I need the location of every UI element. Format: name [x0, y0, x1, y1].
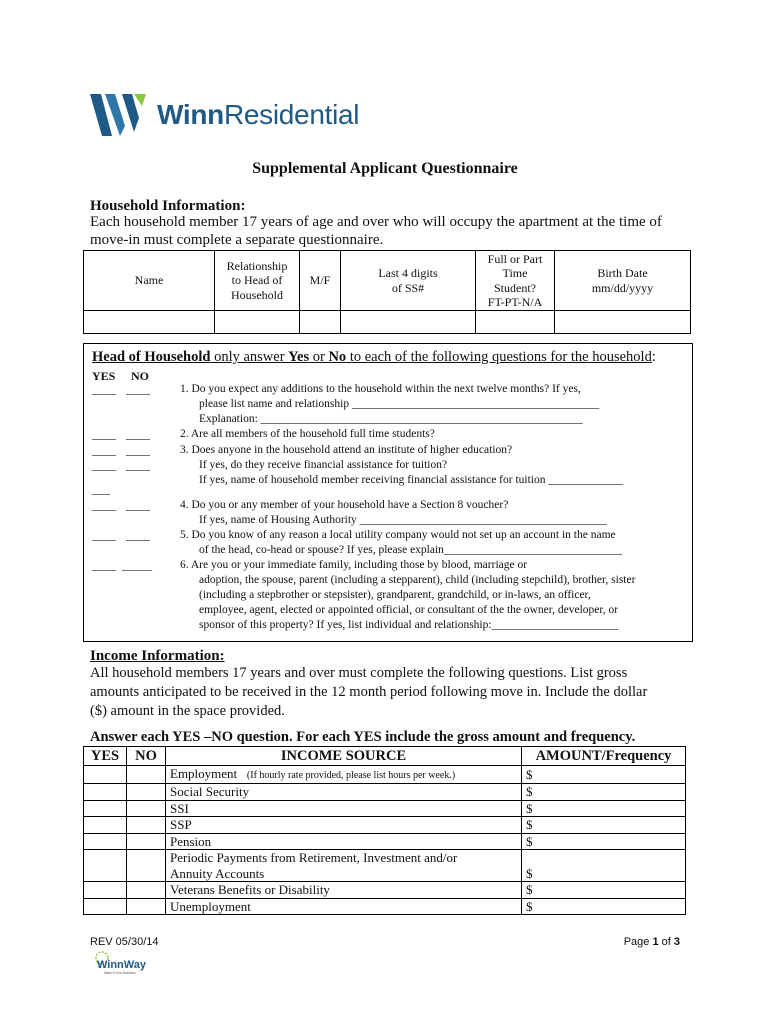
q3b-no-blank[interactable]: ____ — [126, 458, 150, 472]
amount-cell[interactable]: $ — [522, 800, 686, 817]
q3-yes-blank[interactable]: ____ — [92, 443, 116, 457]
yes-cell[interactable] — [84, 898, 127, 915]
q5-text: 5. Do you know of any reason a local utility company would not set up an account in the name — [180, 529, 616, 541]
revision-date: REV 05/30/14 — [90, 936, 159, 948]
q5-yes-blank[interactable]: ____ — [92, 528, 116, 542]
income-source: Unemployment — [166, 898, 522, 915]
col-birth-date: Birth Date mm/dd/yyyy — [555, 251, 691, 311]
relationship-field[interactable] — [215, 311, 300, 334]
income-source: Veterans Benefits or Disability — [166, 882, 522, 899]
student-field[interactable] — [476, 311, 555, 334]
income-row-cont — [84, 866, 686, 882]
member-row — [84, 311, 691, 334]
winnway-logo — [94, 950, 150, 976]
q1-text: 1. Do you expect any additions to the household within the next twelve months? If yes, — [180, 383, 581, 395]
q1-no-blank[interactable]: ____ — [126, 382, 150, 396]
col-name: Name — [84, 251, 215, 311]
q2-yes-blank[interactable]: ____ — [92, 427, 116, 441]
income-source: Pension — [166, 833, 522, 850]
yes-col-header: YES — [92, 369, 116, 383]
q3-tuition-line[interactable]: If yes, name of household member receiving financial assistance for tuition _____________ — [199, 474, 624, 486]
q6-text-3: (including a stepbrother or stepsister), grandparent, grandchild, or in-laws, an officer, — [199, 589, 591, 601]
household-intro-2: move-in must complete a separate questionnaire. — [90, 232, 384, 248]
q4-yes-blank[interactable]: ____ — [92, 498, 116, 512]
q2-no-blank[interactable]: ____ — [126, 427, 150, 441]
no-cell[interactable] — [127, 800, 166, 817]
yes-cell[interactable] — [84, 882, 127, 899]
page-number: Page 1 of 3 — [623, 936, 680, 948]
income-instruction: Answer each YES –NO question. For each YES include the gross amount and frequency. — [90, 729, 636, 745]
q6-yes-blank[interactable]: ____ — [92, 558, 116, 572]
q4-authority-line[interactable]: If yes, name of Housing Authority ___________________________________________ — [199, 514, 607, 526]
q6-relationship-line[interactable]: sponsor of this property? If yes, list individual and relationship:______________________ — [199, 619, 619, 631]
amount-cell[interactable]: $ — [522, 766, 686, 784]
amount-cell[interactable]: $ — [522, 882, 686, 899]
q1-yes-blank[interactable]: ____ — [92, 382, 116, 396]
ss-field[interactable] — [341, 311, 476, 334]
q1-explanation-line[interactable]: Explanation: ________________________________________________________ — [199, 413, 583, 425]
col-relationship: Relationship to Head of Household — [215, 251, 300, 311]
household-member-table — [83, 250, 691, 334]
q6-no-blank[interactable]: _____ — [122, 558, 152, 572]
q5-explain-line[interactable]: of the head, co-head or spouse? If yes, please explain_______________________________ — [199, 544, 623, 556]
amount-cell[interactable]: $ — [522, 784, 686, 801]
income-col-yes: YES — [84, 747, 127, 766]
birth-date-field[interactable] — [555, 311, 691, 334]
amount-cell[interactable]: $ — [522, 833, 686, 850]
q4-text: 4. Do you or any member of your household have a Section 8 voucher? — [180, 499, 509, 511]
q6-text: 6. Are you or your immediate family, including those by blood, marriage or — [180, 559, 528, 571]
income-row — [84, 882, 686, 899]
hoh-title: Head of Household only answer Yes or No to each of the following questions for the household: — [92, 349, 656, 365]
q1-relationship-line[interactable]: please list name and relationship ___________________________________________ — [199, 398, 600, 410]
income-source: Periodic Payments from Retirement, Investment and/or — [166, 850, 522, 866]
name-field[interactable] — [84, 311, 215, 334]
q3-followup: If yes, do they receive financial assistance for tuition? — [199, 459, 448, 471]
col-student: Full or Part Time Student? FT-PT-N/A — [476, 251, 555, 311]
income-source: SSI — [166, 800, 522, 817]
no-col-header: NO — [131, 369, 149, 383]
household-intro-1: Each household member 17 years of age and over who will occupy the apartment at the time of — [90, 214, 662, 230]
q3-no-blank[interactable]: ____ — [126, 443, 150, 457]
yes-cell[interactable] — [84, 766, 127, 784]
col-ss: Last 4 digits of SS# — [341, 251, 476, 311]
yes-cell[interactable] — [84, 817, 127, 834]
income-row — [84, 850, 686, 866]
income-col-source: INCOME SOURCE — [166, 747, 522, 766]
income-col-no: NO — [127, 747, 166, 766]
head-of-household-questions — [83, 343, 693, 642]
q3-text: 3. Does anyone in the household attend an institute of higher education? — [180, 444, 513, 456]
q6-text-2: adoption, the spouse, parent (including a stepparent), child (including stepchild), brother, sister — [199, 574, 636, 586]
no-cell[interactable] — [127, 784, 166, 801]
mf-field[interactable] — [300, 311, 341, 334]
brand-name: WinnResidential — [157, 99, 360, 130]
income-note: (If hourly rate provided, please list hours per week.) — [246, 770, 456, 781]
household-heading: Household Information: — [90, 198, 246, 214]
no-cell[interactable] — [127, 850, 166, 882]
q6-text-4: employee, agent, elected or appointed official, or consultant of the the owner, developer, or — [199, 604, 619, 616]
income-row — [84, 784, 686, 801]
income-source: Employment (If hourly rate provided, please list hours per week.) — [166, 766, 522, 784]
no-cell[interactable] — [127, 766, 166, 784]
yes-cell[interactable] — [84, 784, 127, 801]
income-source: Annuity Accounts — [166, 866, 522, 882]
no-cell[interactable] — [127, 817, 166, 834]
no-cell[interactable] — [127, 882, 166, 899]
income-row — [84, 817, 686, 834]
no-cell[interactable] — [127, 833, 166, 850]
income-intro: All household members 17 years and over must complete the following questions. List gross amounts anticipated to be received in the 12 month period following move in. Include the dollar ($) amount in the space provided. — [90, 665, 648, 719]
q3c-blank[interactable]: ___ — [92, 482, 110, 496]
amount-cell[interactable]: $ — [522, 817, 686, 834]
income-row — [84, 800, 686, 817]
winnway-wordmark: WinnWay — [97, 959, 146, 971]
amount-cell[interactable]: $ — [522, 898, 686, 915]
no-cell[interactable] — [127, 898, 166, 915]
winnway-tagline: Make It Your Business — [104, 971, 136, 975]
q5-no-blank[interactable]: ____ — [126, 528, 150, 542]
q4-no-blank[interactable]: ____ — [126, 498, 150, 512]
income-row — [84, 898, 686, 915]
page-title: Supplemental Applicant Questionnaire — [252, 160, 518, 177]
income-heading: Income Information: — [90, 648, 225, 664]
yes-cell[interactable] — [84, 833, 127, 850]
income-table — [83, 746, 686, 915]
income-row — [84, 766, 686, 784]
amount-cell[interactable]: $ — [522, 866, 686, 882]
income-col-amount: AMOUNT/Frequency — [522, 747, 686, 766]
yes-cell[interactable] — [84, 850, 127, 882]
q2-text: 2. Are all members of the household full time students? — [180, 428, 435, 440]
income-source: Social Security — [166, 784, 522, 801]
income-row — [84, 833, 686, 850]
q3b-yes-blank[interactable]: ____ — [92, 458, 116, 472]
yes-cell[interactable] — [84, 800, 127, 817]
col-mf: M/F — [300, 251, 341, 311]
amount-cell[interactable] — [522, 850, 686, 866]
income-source: SSP — [166, 817, 522, 834]
